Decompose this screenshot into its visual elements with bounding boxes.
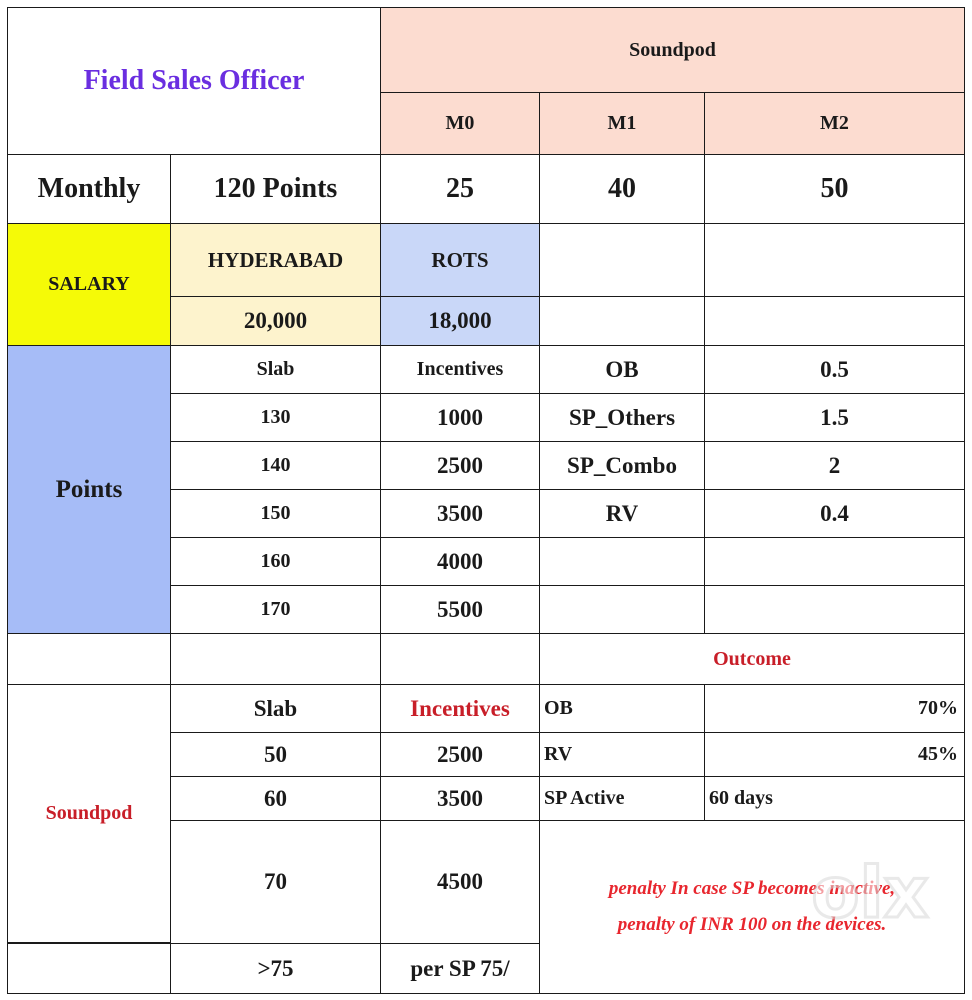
empty-cell bbox=[539, 585, 705, 634]
empty-cell bbox=[704, 223, 965, 297]
salary-location-rots: ROTS bbox=[380, 223, 540, 297]
points-incentive: 1000 bbox=[380, 393, 540, 442]
weight-name: SP_Others bbox=[539, 393, 705, 442]
weight-name: RV bbox=[539, 489, 705, 538]
watermark-text: olx bbox=[811, 852, 929, 934]
salary-amount-hyderabad: 20,000 bbox=[170, 296, 381, 346]
outcome-header: Outcome bbox=[539, 633, 965, 685]
outcome-name: OB bbox=[539, 684, 705, 733]
empty-cell bbox=[170, 633, 381, 685]
tier-header-m0: M0 bbox=[380, 92, 540, 155]
monthly-m2: 50 bbox=[704, 154, 965, 224]
empty-cell bbox=[539, 223, 705, 297]
weight-value: 0.4 bbox=[704, 489, 965, 538]
penalty-line-2: penalty of INR 100 on the devices. bbox=[617, 914, 887, 935]
empty-cell bbox=[380, 633, 540, 685]
soundpod-label: Soundpod bbox=[7, 684, 171, 943]
soundpod-incentive: 4500 bbox=[380, 820, 540, 944]
empty-cell bbox=[539, 537, 705, 586]
outcome-value: 60 days bbox=[704, 776, 965, 821]
soundpod-incentive: per SP 75/ bbox=[380, 943, 540, 994]
empty-cell bbox=[704, 537, 965, 586]
points-incentive: 4000 bbox=[380, 537, 540, 586]
outcome-name: RV bbox=[539, 732, 705, 777]
salary-amount-rots: 18,000 bbox=[380, 296, 540, 346]
points-slab-header: Slab bbox=[170, 345, 381, 394]
soundpod-slab: 50 bbox=[170, 732, 381, 777]
weight-value: 1.5 bbox=[704, 393, 965, 442]
points-slab: 140 bbox=[170, 441, 381, 490]
soundpod-incentive: 3500 bbox=[380, 776, 540, 821]
penalty-note bbox=[539, 820, 965, 994]
points-label: Points bbox=[7, 345, 171, 634]
outcome-value: 45% bbox=[704, 732, 965, 777]
points-slab: 160 bbox=[170, 537, 381, 586]
points-slab: 150 bbox=[170, 489, 381, 538]
tier-header-m1: M1 bbox=[539, 92, 705, 155]
incentive-table bbox=[8, 8, 966, 994]
soundpod-slab: 70 bbox=[170, 820, 381, 944]
soundpod-slab: >75 bbox=[170, 943, 381, 994]
weight-value: 2 bbox=[704, 441, 965, 490]
points-incentives-header: Incentives bbox=[380, 345, 540, 394]
empty-cell bbox=[704, 296, 965, 346]
monthly-points: 120 Points bbox=[170, 154, 381, 224]
outcome-name: SP Active bbox=[539, 776, 705, 821]
points-incentive: 5500 bbox=[380, 585, 540, 634]
soundpod-slab: 60 bbox=[170, 776, 381, 821]
weight-value: 0.5 bbox=[704, 345, 965, 394]
weight-name: OB bbox=[539, 345, 705, 394]
points-slab: 170 bbox=[170, 585, 381, 634]
empty-cell bbox=[704, 585, 965, 634]
weight-name: SP_Combo bbox=[539, 441, 705, 490]
penalty-line-1: penalty In case SP becomes inactive, bbox=[608, 878, 896, 899]
product-header: Soundpod bbox=[380, 7, 965, 93]
table-title: Field Sales Officer bbox=[7, 7, 381, 155]
outcome-value: 70% bbox=[704, 684, 965, 733]
points-incentive: 3500 bbox=[380, 489, 540, 538]
points-incentive: 2500 bbox=[380, 441, 540, 490]
salary-label: SALARY bbox=[7, 223, 171, 346]
empty-cell bbox=[7, 633, 171, 685]
empty-cell bbox=[7, 943, 171, 994]
soundpod-incentive: 2500 bbox=[380, 732, 540, 777]
monthly-m1: 40 bbox=[539, 154, 705, 224]
points-slab: 130 bbox=[170, 393, 381, 442]
soundpod-incentives-header: Incentives bbox=[380, 684, 540, 733]
salary-location-hyderabad: HYDERABAD bbox=[170, 223, 381, 297]
soundpod-slab-header: Slab bbox=[170, 684, 381, 733]
empty-cell bbox=[539, 296, 705, 346]
tier-header-m2: M2 bbox=[704, 92, 965, 155]
monthly-label: Monthly bbox=[7, 154, 171, 224]
monthly-m0: 25 bbox=[380, 154, 540, 224]
